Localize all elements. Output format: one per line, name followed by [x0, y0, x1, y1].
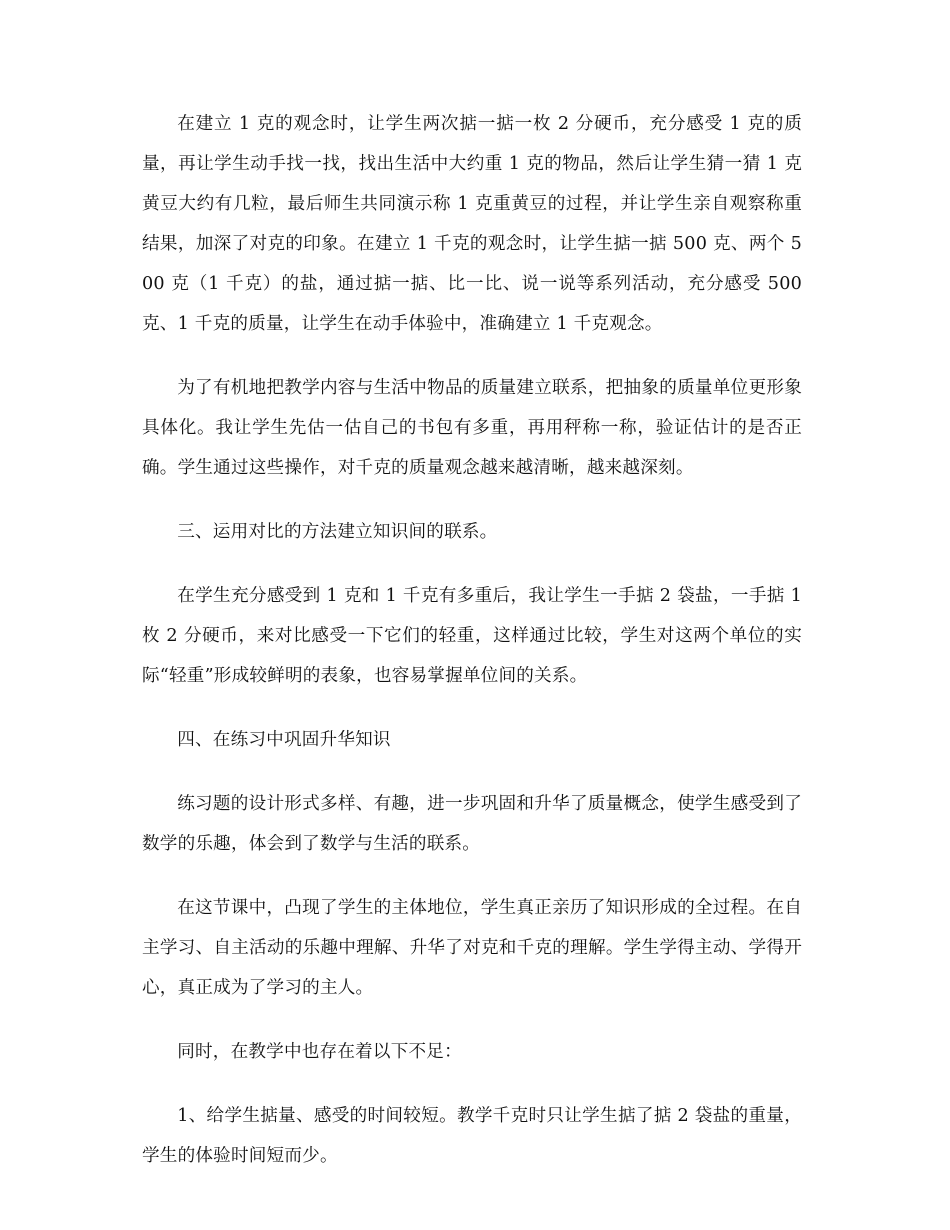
paragraph-practice: 练习题的设计形式多样、有趣，进一步巩固和升华了质量概念，使学生感受到了数学的乐趣，体会到了数学与生活的联系。 [142, 794, 802, 854]
paragraph-gram-concept: 在建立 1 克的观念时，让学生两次掂一掂一枚 2 分硬币，充分感受 1 克的质量，再让学生动手找一找，找出生活中大约重 1 克的物品，然后让学生猜一猜 1 克黄豆大约有几粒，最后师生共同演示称 1 克重黄豆的过程，并让学生亲自观察称重结果，加深了对克的印象。在建立 1 千克的观念时，让学生掂一掂 500 克、两个 500 克（1 千克）的盐，通过掂一掂、比一比、说一说等系列活动，充分感受 500 克、1 千克的质量，让学生在动手体验中，准确建立 1 千克观念。 [142, 114, 802, 334]
paragraph-life-connection: 为了有机地把教学内容与生活中物品的质量建立联系，把抽象的质量单位更形象具体化。我让学生先估一估自己的书包有多重，再用秤称一称，验证估计的是否正确。学生通过这些操作，对千克的质量观念越来越清晰，越来越深刻。 [142, 378, 802, 478]
document-body [142, 104, 802, 1176]
section-heading-practice: 四、在练习中巩固升华知识 [177, 730, 391, 750]
section-heading-comparison: 三、运用对比的方法建立知识间的联系。 [177, 522, 498, 542]
paragraph-lesson-summary: 在这节课中，凸现了学生的主体地位，学生真正亲历了知识形成的全过程。在自主学习、自主活动的乐趣中理解、升华了对克和千克的理解。学生学得主动、学得开心，真正成为了学习的主人。 [142, 898, 802, 998]
paragraph-comparison: 在学生充分感受到 1 克和 1 千克有多重后，我让学生一手掂 2 袋盐，一手掂 1 枚 2 分硬币，来对比感受一下它们的轻重，这样通过比较，学生对这两个单位的实际“轻重”形成较鲜明的表象，也容易掌握单位间的关系。 [142, 586, 802, 686]
paragraph-shortcomings-intro: 同时，在教学中也存在着以下不足： [177, 1042, 462, 1062]
paragraph-shortcoming-1: 1、给学生掂量、感受的时间较短。教学千克时只让学生掂了掂 2 袋盐的重量，学生的体验时间短而少。 [142, 1106, 802, 1166]
